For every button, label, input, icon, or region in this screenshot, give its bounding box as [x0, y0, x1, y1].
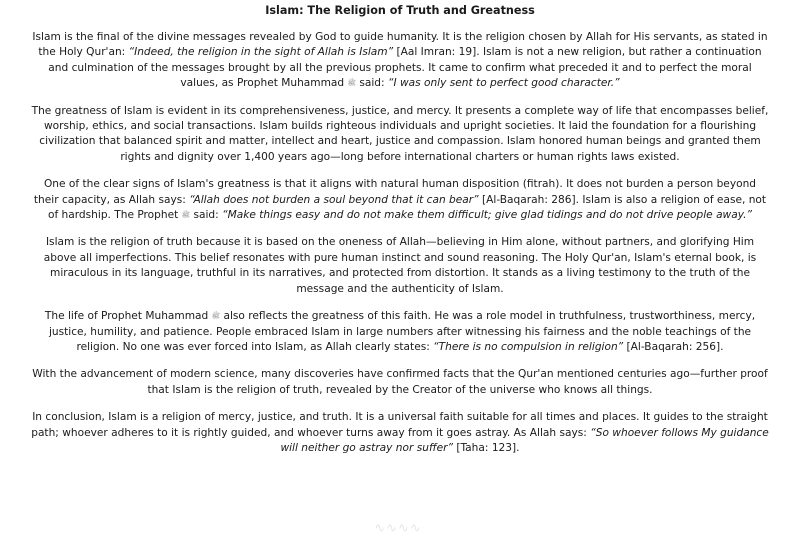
paragraph-text: In conclusion, Islam is a religion of mercy, justice, and truth. It is a universal faith suitable for all times and places. It guides to the straight path; whoever adheres to it is rightly guided, and whoever turns away from it goes astray. As Allah says: — [31, 411, 768, 439]
hadith-quote: “Make things easy and do not make them difficult; give glad tidings and do not drive people away.” — [222, 209, 753, 222]
paragraph-text: Islam is the religion of truth because it is based on the oneness of Allah—believing in Him alone, without partners, and glorifying Him above all imperfections. This belief resonates with pure human instinct and sound reasoning. The Holy Qur'an, Islam's eternal book, is miraculous in its language, truthful in its narratives, and protected from distortion. It stands as a living testimony to the truth of the message and the authenticity of Islam. — [43, 236, 757, 295]
paragraph-text: also reflects the greatness of this faith. He was a role model in truthfulness, trustworthiness, mercy, justice, humility, and patience. People embraced Islam in large numbers after witnessing his fairness and the noble teachings of the religion. No one was ever forced into Islam, as Allah clearly states: — [48, 310, 756, 353]
pbuh-icon: ﷺ — [211, 312, 221, 321]
paragraph-text: One of the clear signs of Islam's greatness is that it aligns with natural human disposition (fitrah). It does not burden a person beyond their capacity, as Allah says: — [33, 178, 757, 206]
quran-quote: “Allah does not burden a soul beyond that it can bear” — [189, 193, 479, 206]
paragraph-text: With the advancement of modern science, many discoveries have confirmed facts that the Qur'an mentioned centuries ago—further proof that Islam is the religion of truth, revealed by the Creator of the universe who knows all things. — [32, 368, 768, 396]
paragraph-greatness — [30, 104, 770, 166]
paragraph-text: [Aal Imran: 19]. Islam is not a new religion, but rather a continuation and culmination of the messages brought by all the previous prophets. It came to confirm what preceded it and to perfect the moral values, as Prophet Muhammad — [48, 46, 762, 90]
quran-quote: “There is no compulsion in religion” — [433, 340, 624, 353]
faint-watermark: ∿∿∿∿ — [374, 521, 422, 536]
pbuh-icon: ﷺ — [347, 79, 356, 88]
document-title: Islam: The Religion of Truth and Greatness — [265, 4, 535, 17]
paragraph-truth — [30, 235, 770, 297]
paragraph-text: [Al-Baqarah: 286]. Islam is also a religion of ease, not of hardship. The Prophet — [47, 193, 767, 222]
paragraph-text: The greatness of Islam is evident in its comprehensiveness, justice, and mercy. It presents a complete way of life that encompasses belief, worship, ethics, and social transactions. Islam builds righteous individuals and upright societies. It laid the foundation for a flourishing civilization that balanced spirit and matter, intellect and heart, justice and compassion. Islam honored human beings and granted them rights and dignity over 1,400 years ago—long before international charters or human rights laws existed. — [31, 104, 769, 163]
paragraph-fitrah — [30, 177, 770, 223]
paragraph-text: [Taha: 123]. — [452, 441, 520, 454]
paragraph-intro — [30, 30, 770, 92]
paragraph-text: said: — [190, 209, 223, 222]
hadith-quote: “I was only sent to perfect good character.” — [387, 77, 620, 90]
paragraph-prophet-life — [30, 309, 770, 355]
paragraph-text: Islam is the final of the divine messages revealed by God to guide humanity. It is the religion chosen by Allah for His servants, as stated in the Holy Qur'an: — [32, 31, 768, 59]
paragraph-conclusion — [30, 410, 770, 456]
paragraph-text: said: — [355, 77, 388, 90]
pbuh-icon: ﷺ — [181, 211, 191, 220]
quran-quote: “So whoever follows My guidance will neither go astray nor suffer” — [280, 426, 769, 454]
quran-quote: “Indeed, the religion in the sight of Allah is Islam” — [128, 46, 394, 59]
paragraph-science — [30, 367, 770, 398]
paragraph-text: The life of Prophet Muhammad — [44, 310, 212, 323]
paragraph-text: [Al-Baqarah: 256]. — [623, 340, 724, 353]
